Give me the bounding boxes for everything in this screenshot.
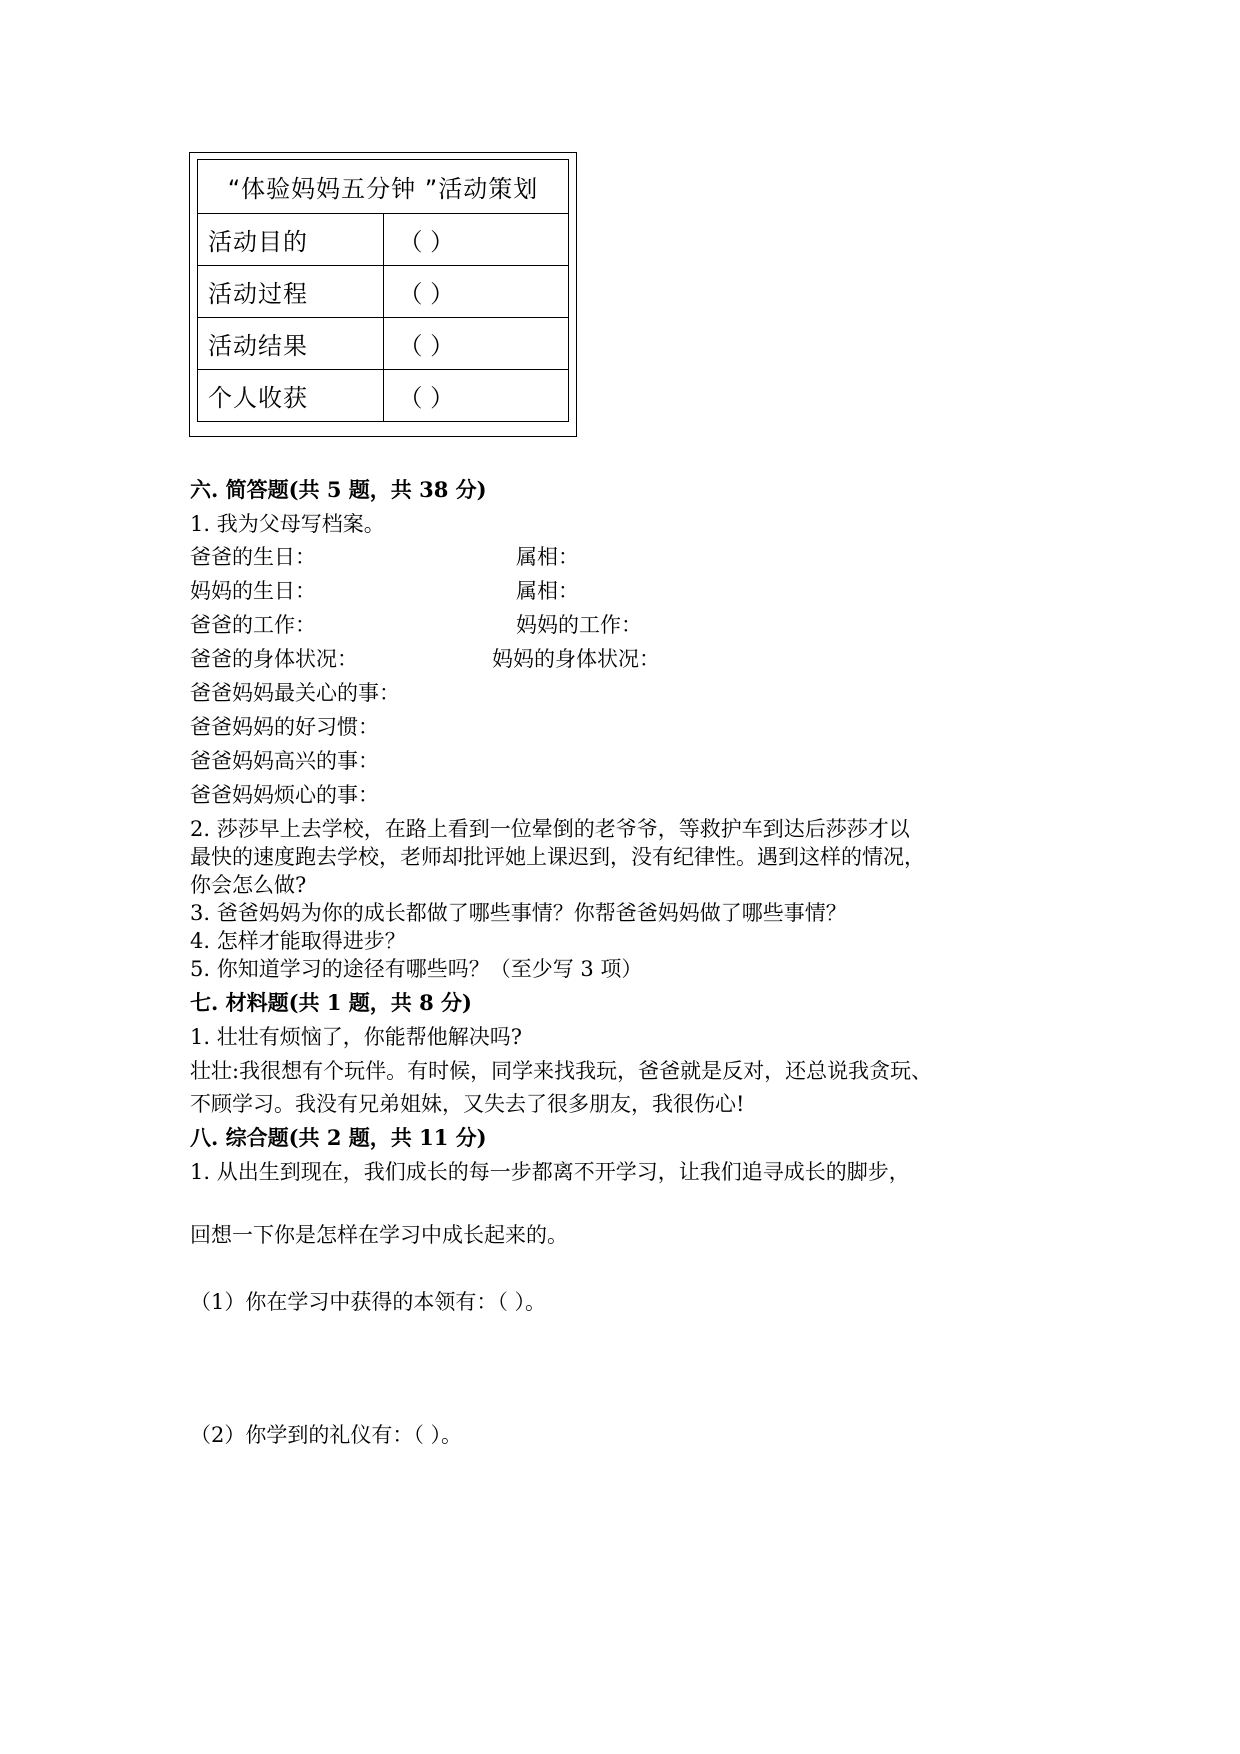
- row-label-process: 活动过程: [198, 266, 384, 318]
- s6-dad-zodiac: 属相：: [516, 545, 579, 569]
- table-row: [198, 318, 569, 370]
- s8-sub1: （1）你在学习中获得的本领有：（ ）。: [190, 1290, 547, 1314]
- s6-mom-zodiac: 属相：: [516, 579, 579, 603]
- s6-worry: 爸爸妈妈烦心的事：: [190, 783, 379, 807]
- row-label-gain: 个人收获: [198, 370, 384, 422]
- s8-q1-line2: 回想一下你是怎样在学习中成长起来的。: [190, 1223, 568, 1247]
- s6-mom-job: 妈妈的工作：: [516, 613, 642, 637]
- activity-plan-table: [197, 159, 569, 422]
- table-row: [198, 370, 569, 422]
- section8-heading: 八. 综合题(共 2 题，共 11 分): [190, 1125, 487, 1150]
- s6-q2-line1: 2. 莎莎早上去学校，在路上看到一位晕倒的老爷爷，等救护车到达后莎莎才以: [190, 817, 910, 841]
- s6-q5: 5. 你知道学习的途径有哪些吗？（至少写 3 项）: [190, 957, 643, 981]
- section6-heading: 六. 简答题(共 5 题，共 38 分): [190, 477, 487, 502]
- s6-mom-health: 妈妈的身体状况：: [492, 647, 660, 671]
- s6-dad-health: 爸爸的身体状况：: [190, 647, 358, 671]
- s6-dad-birthday: 爸爸的生日：: [190, 545, 316, 569]
- row-blank-gain[interactable]: （ ）: [384, 370, 569, 422]
- s6-habits: 爸爸妈妈的好习惯：: [190, 715, 379, 739]
- row-blank-result[interactable]: （ ）: [384, 318, 569, 370]
- activity-plan-frame: [189, 152, 577, 437]
- activity-plan-title: “体验妈妈五分钟 ”活动策划: [198, 160, 569, 214]
- s7-q1: 1. 壮壮有烦恼了，你能帮他解决吗?: [190, 1025, 522, 1049]
- section7-heading: 七. 材料题(共 1 题，共 8 分): [190, 990, 472, 1015]
- row-label-result: 活动结果: [198, 318, 384, 370]
- s6-happy: 爸爸妈妈高兴的事：: [190, 749, 379, 773]
- s8-sub2: （2）你学到的礼仪有：（ ）。: [190, 1423, 463, 1447]
- s6-q3: 3. 爸爸妈妈为你的成长都做了哪些事情？你帮爸爸妈妈做了哪些事情？: [190, 901, 847, 925]
- s6-q1-title: 1. 我为父母写档案。: [190, 512, 385, 536]
- s7-material-line1: 壮壮:我很想有个玩伴。有时候，同学来找我玩，爸爸就是反对，还总说我贪玩、: [190, 1059, 933, 1083]
- row-label-purpose: 活动目的: [198, 214, 384, 266]
- s7-material-line2: 不顾学习。我没有兄弟姐妹，又失去了很多朋友，我很伤心!: [190, 1092, 745, 1116]
- row-blank-purpose[interactable]: （ ）: [384, 214, 569, 266]
- table-row: [198, 214, 569, 266]
- s6-q2-line2: 最快的速度跑去学校，老师却批评她上课迟到，没有纪律性。遇到这样的情况，: [190, 845, 925, 869]
- s6-care: 爸爸妈妈最关心的事：: [190, 681, 400, 705]
- s6-q2-line3: 你会怎么做?: [190, 873, 307, 897]
- s6-q4: 4. 怎样才能取得进步？: [190, 929, 406, 953]
- table-row: [198, 266, 569, 318]
- s8-q1-line1: 1. 从出生到现在，我们成长的每一步都离不开学习，让我们追寻成长的脚步，: [190, 1160, 910, 1184]
- s6-dad-job: 爸爸的工作：: [190, 613, 316, 637]
- row-blank-process[interactable]: （ ）: [384, 266, 569, 318]
- s6-mom-birthday: 妈妈的生日：: [190, 579, 316, 603]
